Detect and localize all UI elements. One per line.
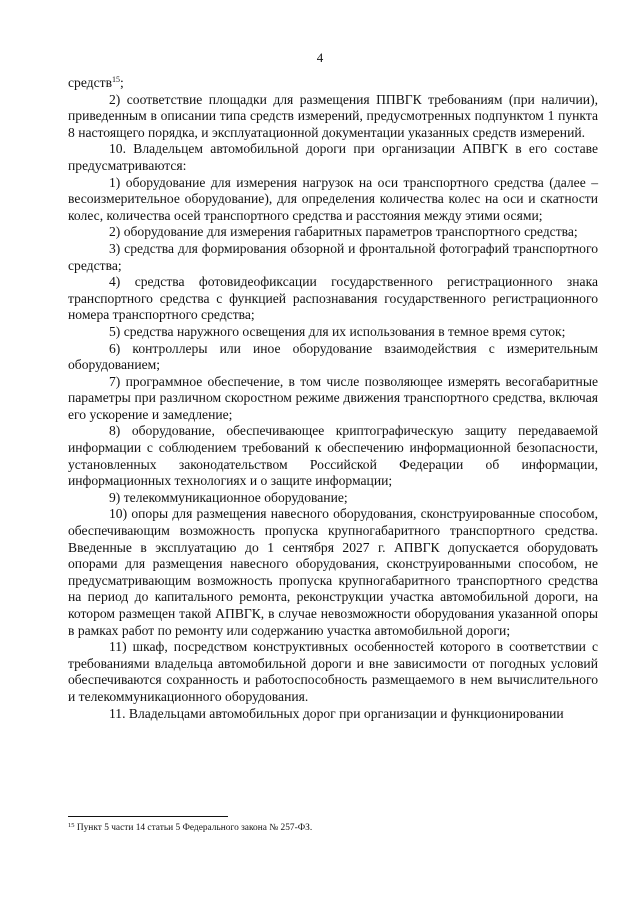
paragraph: 11. Владельцами автомобильных дорог при организации и функционировании [109,705,564,721]
footnote-number: 15 [68,822,75,829]
paragraph: 7) программное обеспечение, в том числе позволяющее измерять весогабаритные параметры при различном скоростном режиме движения транспортного средства, включая его ускорение и замедление; [68,373,598,422]
footnote-reference: 15 [112,75,120,84]
paragraph: 10. Владельцем автомобильной дороги при организации АПВГК в его составе предусматриваются: [68,141,598,173]
paragraph: 10) опоры для размещения навесного оборудования, сконструированные способом, обеспечивающим возможность пропуска крупногабаритного транспортного средства. Введенные в эксплуатацию до 1 сентября 2027 г. АПВГК допускается оборудовать опорами для размещения навесного оборудования, сконструированными способом, не предусматривающим возможность пропуска крупногабаритного транспортного средства на период до капитального ремонта, реконструкции участка автомобильной дороги, на котором размещен такой АПВГК, в случае невозможности оборудования указанной опоры в рамках работ по ремонту или содержанию участка автомобильной дороги; [68,506,598,638]
paragraph: 4) средства фотовидеофиксации государственного регистрационного знака транспортного средства с функцией распознавания государственного регистрационного номера транспортного средства; [68,274,598,323]
paragraph: 11) шкаф, посредством конструктивных особенностей которого в соответствии с требованиями владельца автомобильной дороги и вне зависимости от погодных условий обеспечиваются сохранность и работоспособность размещаемого в нем вычислительного и телекоммуникационного оборудования. [68,639,598,704]
paragraph: 2) оборудование для измерения габаритных параметров транспортного средства; [109,224,578,240]
paragraph: 6) контроллеры или иное оборудование взаимодействия с измерительным оборудованием; [68,340,598,373]
footnote [68,822,598,834]
paragraph: 3) средства для формирования обзорной и фронтальной фотографий транспортного средства; [68,240,598,273]
paragraph-text-tail: ; [120,75,124,90]
footnote-separator [68,816,228,817]
paragraph: 5) средства наружного освещения для их использования в темное время суток; [109,323,566,339]
paragraph-continuation [68,75,598,92]
paragraph: 2) соответствие площадки для размещения ППВГК требованиям (при наличии), приведенным в описании типа средств измерений, предусмотренных подпунктом 1 пункта 8 настоящего порядка, и эксплуатационной документации указанных средств измерений. [68,91,598,140]
paragraph: 1) оборудование для измерения нагрузок на оси транспортного средства (далее – весоизмерительное оборудование), для определения количества колес на оси и скатности колес, количества осей транспортного средства и расстояния между этими осями; [68,174,598,223]
page-number: 4 [316,50,324,65]
paragraph: 9) телекоммуникационное оборудование; [109,489,348,505]
document-body [68,75,598,722]
paragraph-text: средств [68,75,112,90]
paragraph: 8) оборудование, обеспечивающее криптографическую защиту передаваемой информации с соблюдением требований к обеспечению информационной безопасности, установленных законодательством Российской Федерации об информации, информационных технологиях и о защите информации; [68,423,598,489]
footnote-text: Пункт 5 части 14 статьи 5 Федерального закона № 257-ФЗ. [74,823,313,833]
